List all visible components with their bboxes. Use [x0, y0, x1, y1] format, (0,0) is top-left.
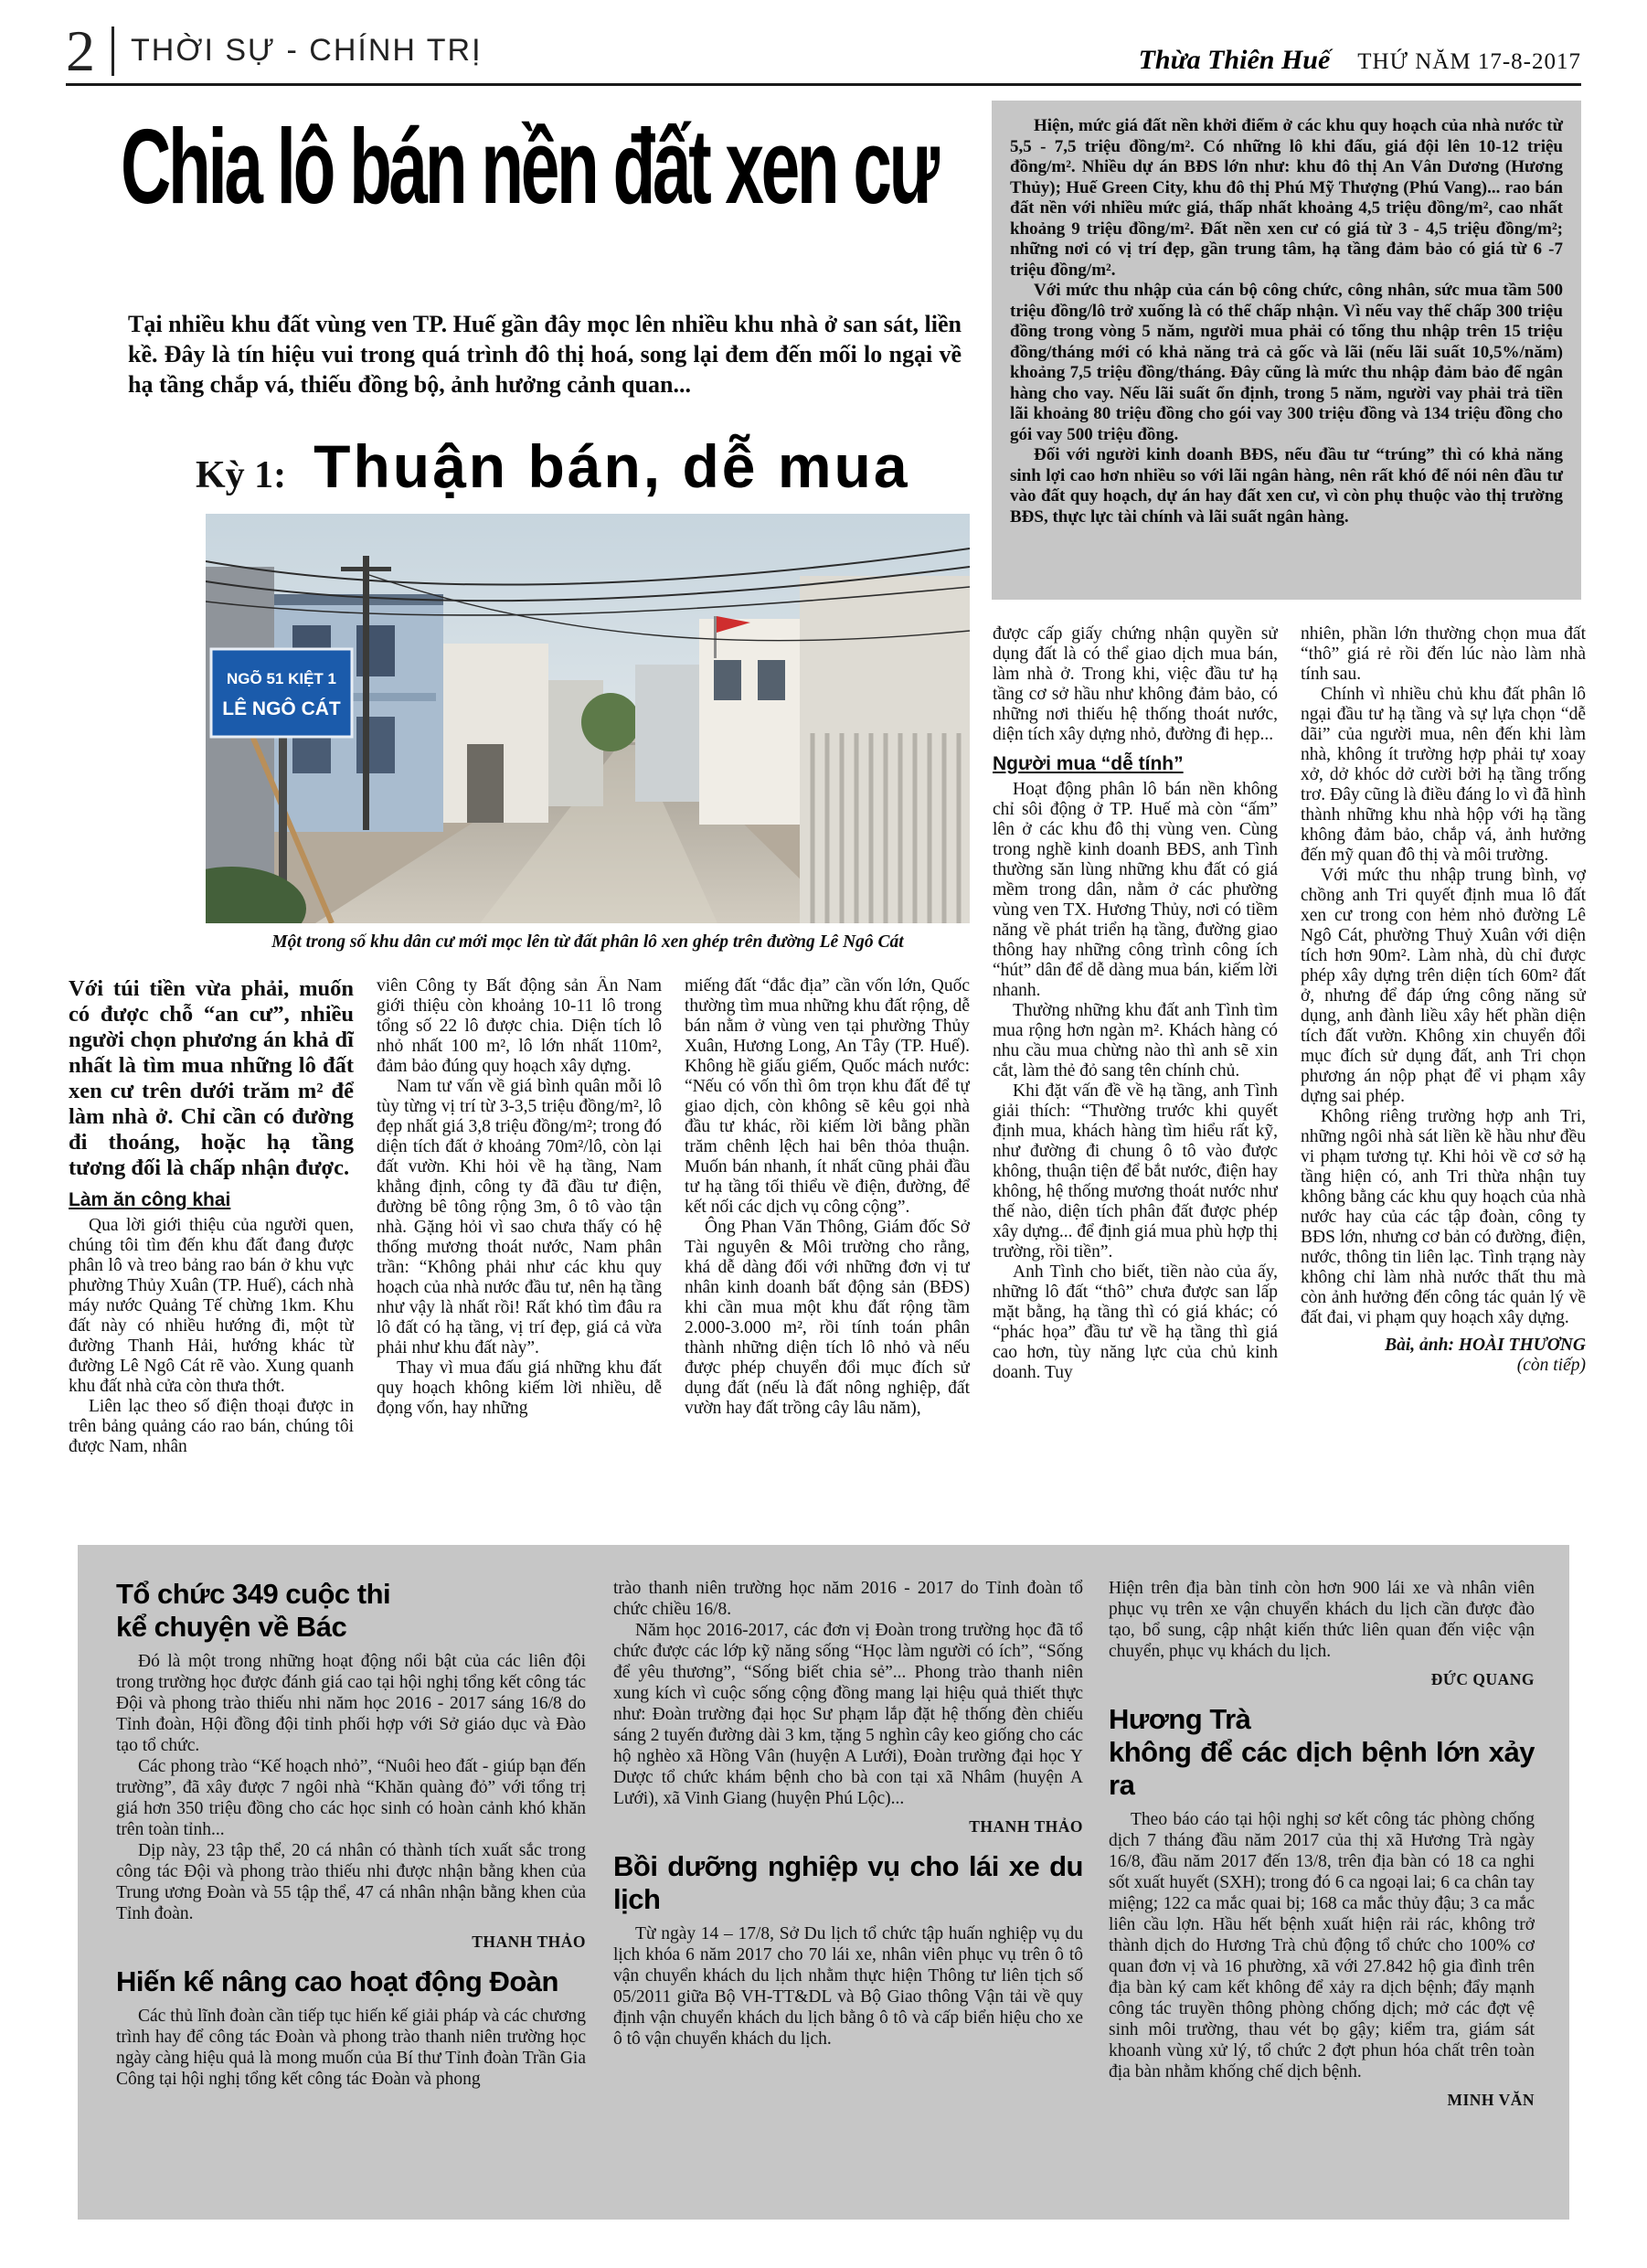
subheading-1: Làm ăn công khai	[69, 1189, 231, 1210]
brief-title-line: kể chuyện về Bác	[116, 1611, 347, 1643]
masthead-right	[1139, 45, 1581, 76]
paragraph: Theo báo cáo tại hội nghị sơ kết công tác phòng chống dịch 7 tháng đầu năm 2017 của thị xã Hương Trà ngày 16/8, đầu năm 2017 đến 13/8, trên địa bàn có 18 ca nghi sốt xuất huyết (SXH); trong đó 6 ca ngoại lai; 6 ca chân tay miệng; 122 ca mắc quai bị; 168 ca mắc thủy đậu; 3 ca mắc liên cầu lợn. Hầu hết bệnh xuất hiện rải rác, không trở thành dịch do Hương Trà chủ động tổ chức cho 100% cơ quan đơn vị và 16 phường, xã với 27.842 hộ gia đình trên địa bàn ký cam kết không để xảy ra dịch bệnh; đẩy mạnh công tác truyền thông phòng chống dịch; mở các đợt vệ sinh môi trường, thau vét bọ gậy; kiểm tra, giám sát khoanh vùng xử lý, tổ chức 2 đợt phun hóa chất trên toàn địa bàn nhằm khống chế dịch bệnh.	[1109, 1810, 1535, 2082]
paragraph: Anh Tình cho biết, tiền nào của ấy, những lô đất “thô” chưa được san lấp mặt bằng, hạ tầng thì có giá khác; có “phác họa” đầu tư về hạ tầng thì giá cao hơn, tùy năng lực của chủ kinh doanh. Tuy	[993, 1262, 1278, 1382]
paragraph: Thay vì mua đấu giá những khu đất quy hoạch không kiếm lời nhiều, dễ đọng vốn, hay những	[377, 1358, 662, 1418]
masthead-divider	[112, 27, 114, 76]
byline: Bài, ảnh: HOÀI THƯƠNG	[1385, 1336, 1586, 1355]
paragraph: Ông Phan Văn Thông, Giám đốc Sở Tài nguyên & Môi trường cho rằng, khá dễ dàng đối với những đơn vị tư nhân kinh doanh bất động sản (BĐS) khi cần mua một khu đất rộng tầm 2.000-3.000 m², rồi tính toán phân thành những diện tích lô nhỏ và nếu được phép chuyển đổi mục đích sử dụng đất (nếu là đất nông nghiệp, đất vườn hay đất trồng cây lâu năm),	[685, 1218, 970, 1418]
issue-date: THỨ NĂM 17-8-2017	[1357, 49, 1581, 74]
sign-text-line2: LÊ NGÔ CÁT	[222, 698, 341, 719]
paragraph: viên Công ty Bất động sản Ân Nam giới thiệu còn khoảng 10-11 lô trong tổng số 22 lô được chia. Diện tích lô nhỏ nhất 100 m², lô lớn nhất 110m², đảm bảo đúng quy hoạch xây dựng.	[377, 976, 662, 1076]
brief-title-line: Tổ chức 349 cuộc thi	[116, 1578, 391, 1610]
photo-caption: Một trong số khu dân cư mới mọc lên từ đất phân lô xen ghép trên đường Lê Ngô Cát	[271, 932, 904, 952]
headline-title: Chia lô bán nền đất xen cư	[121, 107, 937, 226]
paragraph: Không riêng trường hợp anh Tri, những ngôi nhà sát liền kề hầu như đều vi phạm tương tự. Khi hỏi về cơ sở hạ tầng hiện có, anh Tri thừa nhận tuy không bằng các khu quy hoạch của nhà nước hay của các tập đoàn, công ty BĐS lớn, nhưng cơ bản có đường, điện, nước, thông tin liên lạc. Tình trạng này không chỉ làm nhà nước thất thu mà còn ảnh hưởng đến công tác quản lý về đất đai, vi phạm quy hoạch xây dựng.	[1301, 1107, 1586, 1327]
bottom-briefs-section	[78, 1545, 1569, 2220]
paragraph: được cấp giấy chứng nhận quyền sử dụng đất là có thể giao dịch mua bán, làm nhà ở. Trong khi, việc đầu tư hạ tầng cơ sở hầu như không đảm bảo, có những nơi thiếu hệ thống thoát nước, diện tích xây dựng nhỏ, đường đi hẹp...	[993, 624, 1278, 744]
paragraph: Năm học 2016-2017, các đơn vị Đoàn trong trường học đã tổ chức được các lớp kỹ năng sống “Học làm người có ích”, “Sống để yêu thương”, “Sống biết chia sẻ”... Phong trào thanh niên xung kích vì cuộc sống cộng đồng mang lại hiệu quả thiết thực như: Đoàn trường đại học Sư phạm lắp đặt hệ thống đèn chiếu sáng 2 tuyến đường dài 3 km, tặng 5 nghìn cây keo giống cho các hộ nghèo xã Hồng Vân (huyện A Lưới), Đoàn trường đại học Y Dược tổ chức khám bệnh cho bà con tại xã Nhâm (huyện A Lưới), xã Vinh Giang (huyện Phú Lộc)...	[613, 1621, 1083, 1808]
paper-name: Thừa Thiên Huế	[1138, 45, 1331, 75]
info-paragraph: Hiện, mức giá đất nền khởi điểm ở các khu quy hoạch của nhà nước từ 5,5 - 7,5 triệu đồng/m². Có những lô khi đấu, giá đội lên 10-12 triệu đồng/m². Nhiều dự án BĐS lớn như: khu đô thị An Vân Dương (Hương Thủy); Huế Green City, khu đô thị Phú Mỹ Thượng (Phú Vang)... rao bán đất nền với nhiều mức giá, thấp nhất khoảng 4,5 triệu đồng/m², cao nhất khoảng 9 triệu đồng/m². Đất nền xen cư có giá từ 3 - 4,5 triệu đồng/m²; những nơi có vị trí đẹp, gần trung tâm, hạ tầng đảm bảo có giá từ 6 -7 triệu đồng/m².	[1010, 116, 1563, 280]
paragraph: Dịp này, 23 tập thể, 20 cá nhân có thành tích xuất sắc trong công tác Đội và phong trào thiếu nhi được nhận bằng khen của Trung ương Đoàn và 55 tập thể, 47 cá nhân nhận bằng khen của Tỉnh đoàn.	[116, 1841, 586, 1923]
photo-illustration	[206, 514, 970, 923]
author-credit: THANH THẢO	[969, 1817, 1083, 1836]
headline-block	[121, 108, 989, 282]
page-number: 2	[66, 17, 95, 83]
continued-note: (còn tiếp)	[1516, 1356, 1586, 1375]
section-title: THỜI SỰ - CHÍNH TRỊ	[131, 33, 483, 69]
author-credit: THANH THẢO	[472, 1933, 586, 1951]
series-row	[196, 431, 982, 501]
brief-title-storytelling	[116, 1578, 586, 1644]
series-title: Thuận bán, dễ mua	[313, 432, 910, 500]
sign-text-line1: NGÕ 51 KIỆT 1	[227, 670, 336, 687]
paragraph: Với mức thu nhập trung bình, vợ chồng anh Tri quyết định mua lô đất xen cư trong con hẻm nhỏ đường Lê Ngô Cát, phường Thuỷ Xuân với diện tích hơn 90m². Làm nhà, dù chỉ được phép xây dựng trên diện tích 60m² đất ở, nhưng để đáp ứng công năng sử dụng, anh đành liều xây hết phần diện tích đất vườn. Không xin chuyển đổi mục đích sử dụng đất, anh Tri chọn phương án nộp phạt để vi phạm xây dựng sai phép.	[1301, 866, 1586, 1106]
subheading-2: Người mua “dễ tính”	[993, 753, 1184, 774]
paragraph: Liên lạc theo số điện thoại được in trên bảng quảng cáo rao bán, chúng tôi được Nam, nhân	[69, 1397, 354, 1456]
brief-title-doan: Hiến kế nâng cao hoạt động Đoàn	[116, 1965, 558, 1997]
brief-title-huongtra	[1109, 1703, 1535, 1802]
paragraph: Hoạt động phân lô bán nền không chỉ sôi động ở TP. Huế mà còn “ấm” lên ở các khu đô thị vùng ven. Cùng trong nghề kinh doanh BĐS, anh Tình thường săn lùng những khu đất có giá mềm trong dân, nằm ở các phường vùng ven TX. Hương Thủy, nơi có tiềm năng về phát triển hạ tầng, đường giao thông hay những công trình công ích “hút” dân để dễ dàng mua bán, kiếm lời nhanh.	[993, 780, 1278, 1000]
author-credit: MINH VĂN	[1447, 2091, 1535, 2109]
brief-title-line: không để các dịch bệnh lớn xảy ra	[1109, 1736, 1535, 1801]
article-column-1	[69, 976, 354, 1508]
paragraph: Qua lời giới thiệu của người quen, chúng tôi tìm đến khu đất đang được phân lô và treo bảng rao bán ở khu vực phường Thủy Xuân (TP. Huế), cách nhà máy nước Quảng Tế chừng 1km. Khu đất này có nhiều hướng đi, một từ đường Thanh Hải, hướng khác từ đường Lê Ngô Cát rẽ vào. Xung quanh khu đất nhà cửa còn thưa thớt.	[69, 1216, 354, 1396]
info-box	[992, 101, 1581, 600]
article-column-3	[685, 976, 970, 1508]
paragraph: Thường những khu đất anh Tình tìm mua rộng hơn ngàn m². Khách hàng có nhu cầu mua chừng nào thì anh sẽ xin cắt, làm thẻ đỏ sang tên chính chủ.	[993, 1001, 1278, 1081]
paragraph: Hiện trên địa bàn tỉnh còn hơn 900 lái xe và nhân viên phục vụ trên xe vận chuyển khách du lịch cần được đào tạo, bổ sung, cập nhật kiến thức liên quan đến việc vận chuyển, phục vụ khách du lịch.	[1109, 1579, 1535, 1661]
masthead	[66, 17, 1581, 86]
paragraph: Chính vì nhiều chủ khu đất phân lô ngại đầu tư hạ tầng và sự lựa chọn “dễ dãi” của người mua, nên đến khi làm nhà, không ít trường hợp phải tự xoay xở, dở khóc dở cười bởi hạ tầng trống trơ. Đây cũng là điều đáng lo vì đã hình thành những khu nhà hộp với hạ tầng không đảm bảo, chắp vá, ảnh hưởng đến mỹ quan đô thị và môi trường.	[1301, 685, 1586, 865]
series-kicker: Kỳ 1:	[196, 454, 287, 496]
paragraph: nhiên, phần lớn thường chọn mua đất “thô” giá rẻ rồi đến lúc nào làm nhà tính sau.	[1301, 624, 1586, 684]
brief-title-drivers: Bồi dưỡng nghiệp vụ cho lái xe du lịch	[613, 1850, 1083, 1915]
paragraph: Các thủ lĩnh đoàn cần tiếp tục hiến kế giải pháp và các chương trình hay để công tác Đoàn và phong trào thanh niên trường học ngày càng hiệu quả là mong muốn của Bí thư Tỉnh đoàn Trần Gia Công tại hội nghị tổng kết công tác Đoàn và phong	[116, 2007, 586, 2089]
paragraph: Các phong trào “Kế hoạch nhỏ”, “Nuôi heo đất - giúp bạn đến trường”, đã xây được 7 ngôi nhà “Khăn quàng đỏ” với tổng trị giá hơn 350 triệu đồng cho các học sinh có hoàn cảnh khó khăn trên toàn tỉnh...	[116, 1757, 586, 1839]
paragraph: Nam tư vấn về giá bình quân mỗi lô tùy từng vị trí từ 3-3,5 triệu đồng/m², lô đẹp nhất giá 3,8 triệu đồng/m²; trong đó diện tích đất ở khoảng 70m²/lô, còn lại đất vườn. Khi hỏi về hạ tầng, Nam khẳng định, công ty đã đầu tư điện, đường bê tông rộng 3m, ô tô vào tận nhà. Gặng hỏi vì sao chưa thấy có hệ thống mương thoát nước, Nam phân trần: “Không phải như các khu quy hoạch của nhà nước đầu tư, nên hạ tầng như vậy là nhất rồi! Rất khó tìm đâu ra lô đất có hạ tầng, vị trí đẹp, giá cả vừa phải như khu đất này”.	[377, 1077, 662, 1358]
masthead-left	[66, 17, 483, 83]
article-intro: Với túi tiền vừa phải, muốn có được chỗ “an cư”, nhiều người chọn phương án khả dĩ nhất là tìm mua những lô đất xen cư trên dưới trăm m² để làm nhà ở. Chỉ cần có đường đi thoáng, hoặc hạ tầng tương đối là chấp nhận được.	[69, 976, 354, 1180]
author-credit: ĐỨC QUANG	[1430, 1670, 1535, 1688]
info-paragraph: Với mức thu nhập của cán bộ công chức, công nhân, sức mua tầm 500 triệu đồng/lô trở xuống là có thể chấp nhận. Vì nếu vay thế chấp 300 triệu đồng trong vòng 5 năm, người mua phải có tổng thu nhập trên 15 triệu đồng/tháng mới có khả năng trả cả gốc và lãi (nếu lãi suất 10,5%/năm) khoảng 7,5 triệu đồng/tháng. Đây cũng là mức thu nhập đảm bảo để ngân hàng cho vay. Nếu lãi suất ổn định, trong 5 năm, người vay phải trả tiền lãi khoảng 80 triệu đồng cho gói vay 300 triệu đồng và 134 triệu đồng cho gói vay 500 triệu đồng.	[1010, 281, 1563, 444]
paragraph: trào thanh niên trường học năm 2016 - 2017 do Tỉnh đoàn tổ chức chiều 16/8.	[613, 1579, 1083, 1619]
briefs-column-3	[1109, 1578, 1535, 2192]
lead-paragraph: Tại nhiều khu đất vùng ven TP. Huế gần đây mọc lên nhiều khu nhà ở san sát, liền kề. Đây là tín hiệu vui trong quá trình đô thị hoá, song lại đem đến mối lo ngại về hạ tầng chắp vá, thiếu đồng bộ, ảnh hưởng cảnh quan...	[128, 311, 962, 398]
paragraph: miếng đất “đắc địa” cần vốn lớn, Quốc thường tìm mua những khu đất rộng, dễ bán nằm ở vùng ven tại phường Thủy Xuân, Hương Long, An Tây (TP. Huế). Không hề giấu giếm, Quốc mách nước: “Nếu có vốn thì ôm trọn khu đất để tự giao dịch, còn không sẽ kêu gọi nhà đầu tư khác, rồi kiếm lời bằng phần trăm chênh lệch hai bên thỏa thuận. Muốn bán nhanh, ít nhất cũng phải đầu tư hạ tầng tối thiểu về điện, đường, để kết nối các dịch vụ công cộng”.	[685, 976, 970, 1217]
paragraph: Từ ngày 14 – 17/8, Sở Du lịch tổ chức tập huấn nghiệp vụ du lịch khóa 6 năm 2017 cho 70 lái xe, nhân viên phục vụ trên ô tô vận chuyển khách du lịch nhằm thực hiện Thông tư liên tịch số 05/2011 giữa Bộ VH-TT&DL và Bộ Giao thông Vận tải về quy định vận chuyển khách du lịch bằng ô tô và cấp biển hiệu cho xe ô tô vận chuyển khách du lịch.	[613, 1924, 1083, 2049]
paragraph: Khi đặt vấn đề về hạ tầng, anh Tình giải thích: “Thường trước khi quyết định mua, khách hàng tìm hiểu rất kỹ, như đường đi chung ô tô vào được không, thuận tiện để bắt nước, điện hay không, hệ thống mương thoát nước như thế nào, diện tích phân đất được phép xây dựng... để định giá mua phù hợp thị trường, rồi tiền”.	[993, 1081, 1278, 1262]
paragraph: Đó là một trong những hoạt động nổi bật của các liên đội trong trường học được đánh giá cao tại hội nghị tổng kết công tác Đội và phong trào thiếu nhi năm học 2016 - 2017 sáng 16/8 do Tỉnh đoàn, Hội đồng đội tỉnh phối hợp với Sở giáo dục và Đào tạo tổ chức.	[116, 1652, 586, 1755]
article-column-5	[1301, 624, 1586, 1508]
briefs-column-1	[116, 1578, 586, 2192]
article-column-4	[993, 624, 1278, 1508]
street-photo	[206, 514, 970, 953]
brief-title-line: Hương Trà	[1109, 1703, 1251, 1735]
briefs-column-2	[613, 1578, 1083, 2192]
article-column-2	[377, 976, 662, 1508]
info-paragraph: Đối với người kinh doanh BĐS, nếu đầu tư “trúng” thì có khả năng sinh lợi cao hơn nhiều so với lãi ngân hàng, nên rất khó để nói nên đầu tư vào đất quy hoạch, dự án hay đất xen cư, vì còn phụ thuộc vào thị trường BĐS, thực lực tài chính và lãi suất ngân hàng.	[1010, 445, 1563, 527]
